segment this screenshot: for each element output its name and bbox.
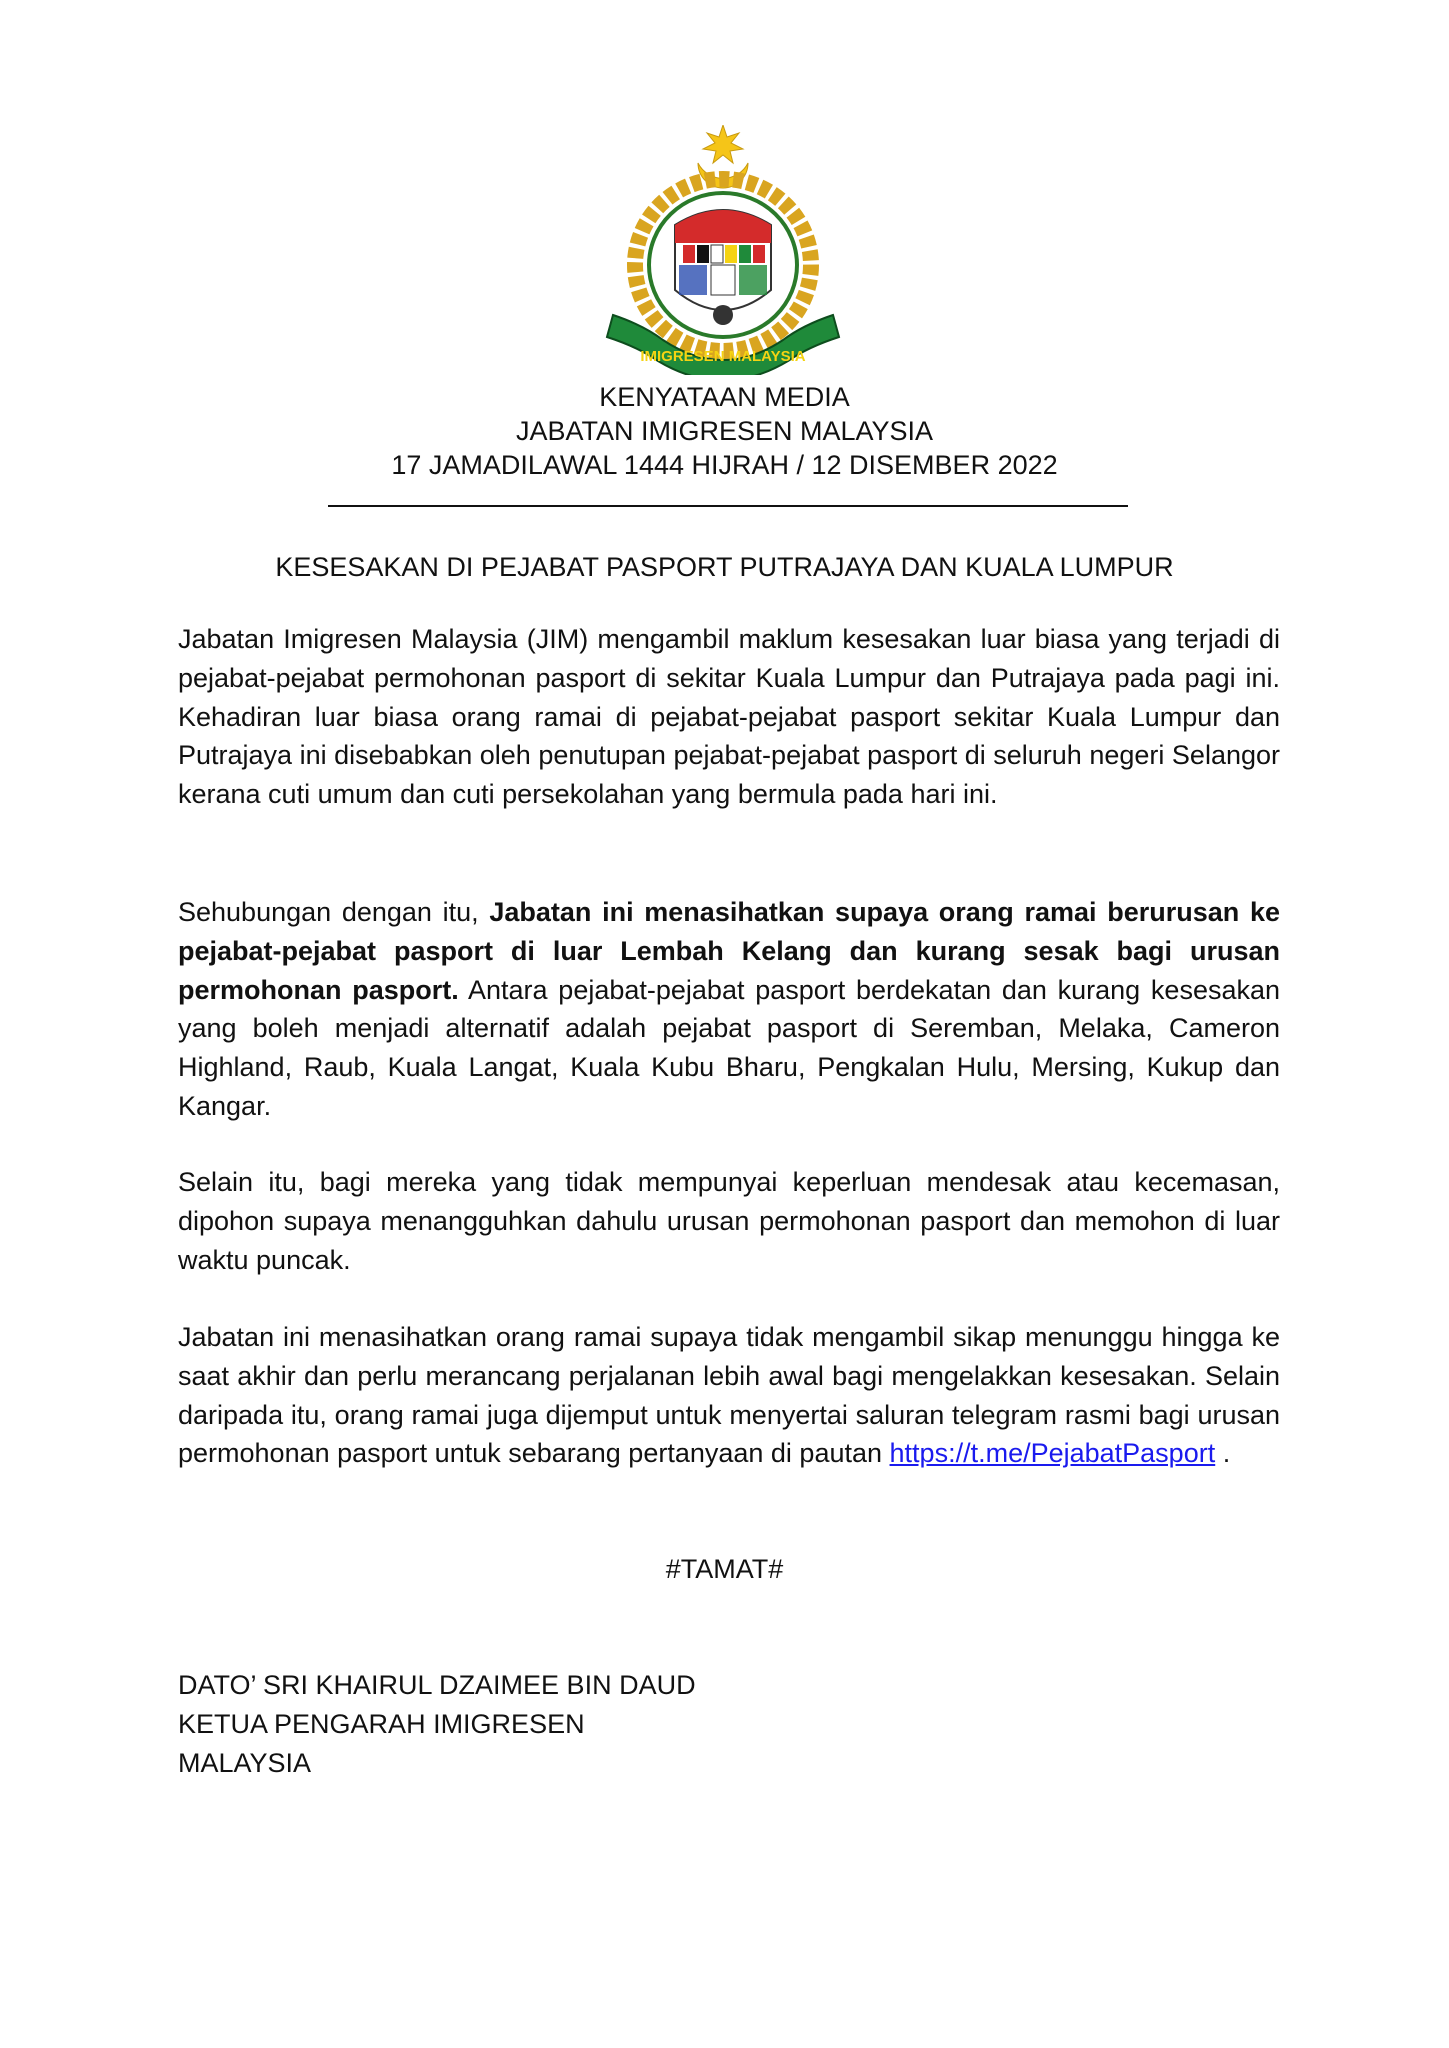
paragraph-2-rest: Antara pejabat-pejabat pasport berdekatan dan kurang kesesakan yang boleh menjadi alternatif adalah pejabat pasport di Seremban, Melaka, Cameron Highland, Raub, Kuala Langat, Kuala Kubu Bharu, Pengkalan Hulu, Mersing, Kukup dan Kangar. — [178, 974, 1281, 1121]
signatory-name: DATO’ SRI KHAIRUL DZAIMEE BIN DAUD — [178, 1670, 696, 1700]
paragraph-2-intro: Sehubungan dengan itu, — [178, 897, 490, 927]
imigresen-crest-logo — [603, 125, 843, 375]
shield-icon — [675, 210, 771, 325]
paragraph-4-text: Jabatan ini menasihatkan orang ramai supaya tidak mengambil sikap menunggu hingga ke saat akhir dan perlu merancang perjalanan lebih awal bagi mengelakkan kesesakan. Selain daripada itu, orang ramai juga dijemput untuk menyertai saluran telegram rasmi bagi urusan permohonan pasport untuk sebarang pertanyaan di pautan — [178, 1322, 1280, 1469]
signatory-country: MALAYSIA — [178, 1748, 312, 1778]
telegram-link[interactable]: https://t.me/PejabatPasport — [889, 1438, 1216, 1469]
header-divider — [328, 505, 1128, 507]
end-marker: #TAMAT# — [665, 1554, 784, 1584]
header-department: JABATAN IMIGRESEN MALAYSIA — [515, 416, 934, 446]
paragraph-1: Jabatan Imigresen Malaysia (JIM) mengambil maklum kesesakan luar biasa yang terjadi di pejabat-pejabat permohonan pasport di sekitar Kuala Lumpur dan Putrajaya pada pagi ini. Kehadiran luar biasa orang ramai di pejabat-pejabat pasport sekitar Kuala Lumpur dan Putrajaya ini disebabkan oleh penutupan pejabat-pejabat pasport di seluruh negeri Selangor kerana cuti umum dan cuti persekolahan yang bermula pada hari ini. — [178, 624, 1280, 810]
header-title: KENYATAAN MEDIA — [599, 382, 850, 412]
signatory-title: KETUA PENGARAH IMIGRESEN — [178, 1709, 585, 1739]
header-date: 17 JAMADILAWAL 1444 HIJRAH / 12 DISEMBER 2022 — [391, 450, 1058, 480]
paragraph-3: Selain itu, bagi mereka yang tidak mempunyai keperluan mendesak atau kecemasan, dipohon supaya menangguhkan dahulu urusan permohonan pasport dan memohon di luar waktu puncak. — [178, 1167, 1280, 1275]
crest-ribbon-text: IMIGRESEN MALAYSIA — [640, 348, 806, 365]
paragraph-4-end: . — [1215, 1438, 1231, 1469]
paragraph-2-bold: Jabatan ini menasihatkan supaya orang ramai berurusan ke pejabat-pejabat pasport di luar Lembah Kelang dan kurang sesak bagi urusan permohonan pasport. — [178, 897, 1280, 1005]
subject-heading: KESESAKAN DI PEJABAT PASPORT PUTRAJAYA DAN KUALA LUMPUR — [275, 552, 1174, 582]
paragraph-2 — [178, 893, 1280, 1126]
paragraph-4 — [178, 1318, 1280, 1473]
